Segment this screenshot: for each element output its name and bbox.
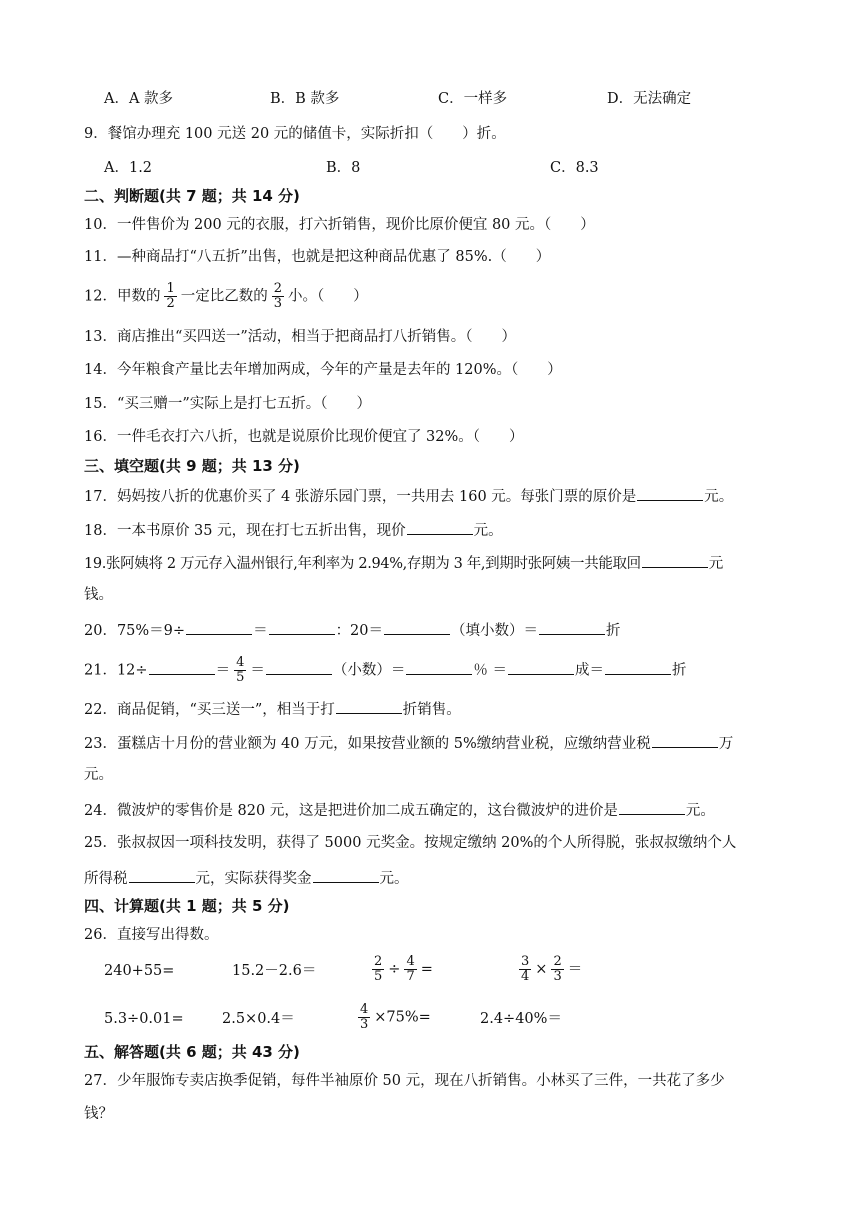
question-27: 27．少年服饰专卖店换季促销，每件半袖原价 50 元，现在八折销售。小林买了三件，一共花了多少 — [84, 1073, 725, 1089]
answer-blank[interactable] — [129, 867, 195, 883]
question-16: 16．一件毛衣打六八折，也就是说原价比现价便宜了 32%。（ ） — [84, 429, 524, 445]
answer-blank[interactable] — [336, 698, 402, 714]
operator: × — [535, 961, 548, 978]
q25-text-d: 元。 — [379, 871, 409, 887]
question-17 — [84, 485, 733, 507]
calc-item-5: 5.3÷0.01= — [104, 1011, 184, 1027]
fraction-one-half — [164, 282, 176, 311]
fraction-two-thirds — [272, 282, 284, 311]
calc-item-1: 240+55= — [104, 963, 175, 979]
q20-text-a: 20．75%＝9÷ — [84, 623, 186, 639]
q17-text: 17．妈妈按八折的优惠价买了 4 张游乐园门票，一共用去 160 元。每张门票的原价是 — [84, 489, 637, 505]
q20-text-b: ＝ — [253, 623, 268, 639]
question-19-cont: 钱。 — [84, 587, 113, 603]
answer-blank[interactable] — [406, 659, 472, 675]
q20-text-d: （填小数）＝ — [451, 623, 539, 639]
q24-text: 24．微波炉的零售价是 820 元，这是把进价加二成五确定的，这台微波炉的进价是 — [84, 803, 618, 819]
question-21 — [84, 656, 686, 685]
fraction-numerator: 4 — [406, 954, 415, 969]
question-9: 9．餐馆办理充 100 元送 20 元的储值卡，实际折扣（ ）折。 — [84, 126, 506, 142]
fraction — [519, 955, 531, 984]
q21-text-g: 折 — [671, 662, 687, 679]
question-13: 13．商店推出“买四送一”活动，相当于把商品打八折销售。（ ） — [84, 329, 517, 345]
equals-sign: ＝ — [567, 961, 583, 978]
fraction-denominator: 5 — [236, 670, 245, 685]
fraction-denominator: 2 — [166, 296, 175, 311]
q9-option-b: B．8 — [326, 160, 361, 176]
fraction-numerator: 2 — [374, 954, 383, 969]
section-5-heading: 五、解答题(共 6 题；共 43 分) — [84, 1043, 300, 1061]
fraction-numerator: 4 — [236, 655, 245, 670]
fraction-denominator: 3 — [553, 969, 562, 984]
answer-blank[interactable] — [642, 552, 708, 568]
answer-blank[interactable] — [266, 659, 332, 675]
q8-option-c: C．一样多 — [438, 91, 508, 107]
question-19 — [84, 552, 723, 574]
question-11: 11．—种商品打“八五折”出售，也就是把这种商品优惠了 85%.（ ） — [84, 249, 551, 265]
calc-item-3 — [368, 955, 433, 984]
fraction-numerator: 2 — [553, 954, 562, 969]
answer-blank[interactable] — [384, 619, 450, 635]
q21-text-e: ％ ＝ — [473, 662, 507, 679]
question-27-cont: 钱？ — [84, 1106, 113, 1122]
q21-text-b: ＝ — [215, 662, 231, 679]
question-22 — [84, 698, 461, 720]
q23-text: 23．蛋糕店十月份的营业额为 40 万元，如果按营业额的 5%缴纳营业税，应缴纳营业税 — [84, 736, 651, 752]
calc-item-6: 2.5×0.4＝ — [222, 1011, 295, 1027]
fraction — [372, 955, 384, 984]
q20-text-e: 折 — [606, 623, 621, 639]
fraction-numerator: 1 — [166, 281, 175, 296]
q17-unit: 元。 — [704, 489, 734, 505]
section-3-heading: 三、填空题(共 9 题；共 13 分) — [84, 457, 300, 475]
q24-unit: 元。 — [685, 803, 715, 819]
calc-item-8: 2.4÷40%＝ — [480, 1011, 562, 1027]
section-2-heading: 二、判断题(共 7 题；共 14 分) — [84, 187, 300, 205]
calc-item-7-rest: ×75%= — [374, 1009, 431, 1026]
question-23-cont: 元。 — [84, 767, 113, 783]
q21-text-a: 21．12÷ — [84, 662, 148, 679]
answer-blank[interactable] — [186, 619, 252, 635]
q22-text: 22．商品促销，“买三送一”，相当于打 — [84, 702, 335, 718]
question-26: 26．直接写出得数。 — [84, 927, 219, 943]
q19-unit: 元 — [708, 556, 724, 572]
answer-blank[interactable] — [313, 867, 379, 883]
calc-item-7 — [354, 1003, 431, 1032]
q12-text-c: 小。（ ） — [288, 288, 368, 305]
q12-text-a: 12．甲数的 — [84, 288, 161, 305]
q9-option-a: A．1.2 — [104, 160, 153, 176]
section-4-heading: 四、计算题(共 1 题；共 5 分) — [84, 897, 290, 915]
q12-text-b: 一定比乙数的 — [180, 288, 268, 305]
answer-blank[interactable] — [605, 659, 671, 675]
question-20 — [84, 619, 621, 641]
fraction-denominator: 5 — [374, 969, 383, 984]
answer-blank[interactable] — [508, 659, 574, 675]
question-18 — [84, 519, 503, 541]
answer-blank[interactable] — [637, 485, 703, 501]
question-14: 14．今年粮食产量比去年增加两成，今年的产量是去年的 120%。（ ） — [84, 362, 562, 378]
fraction — [358, 1003, 370, 1032]
q21-text-c: ＝ — [250, 662, 265, 679]
q18-text: 18．一本书原价 35 元，现在打七五折出售，现价 — [84, 523, 406, 539]
question-10: 10．一件售价为 200 元的衣服，打六折销售，现价比原价便宜 80 元。（ ） — [84, 217, 595, 233]
fraction-four-fifths — [234, 656, 246, 685]
q21-text-d: （小数）＝ — [332, 662, 406, 679]
q8-option-d: D．无法确定 — [607, 91, 692, 107]
question-25: 25．张叔叔因一项科技发明，获得了 5000 元奖金。按规定缴纳 20%的个人所得脱，张叔叔缴纳个人 — [84, 835, 737, 851]
q21-text-f: 成＝ — [574, 662, 604, 679]
q20-text-c: ：20＝ — [335, 623, 384, 639]
q22-unit: 折销售。 — [402, 702, 461, 718]
fraction-numerator: 4 — [360, 1002, 369, 1017]
question-12 — [84, 282, 368, 311]
q18-unit: 元。 — [473, 523, 503, 539]
question-25-cont — [84, 867, 409, 889]
equals-sign: = — [420, 961, 433, 978]
fraction-denominator: 3 — [360, 1017, 369, 1032]
fraction — [551, 955, 563, 984]
answer-blank[interactable] — [149, 659, 215, 675]
calc-item-4 — [515, 955, 582, 984]
answer-blank[interactable] — [619, 799, 685, 815]
calc-item-2: 15.2－2.6＝ — [232, 963, 317, 979]
fraction-denominator: 4 — [521, 969, 530, 984]
q25-text-c: 元，实际获得奖金 — [195, 871, 312, 887]
fraction-numerator: 2 — [273, 281, 283, 296]
question-15: 15．“买三赠一”实际上是打七五折。（ ） — [84, 396, 372, 412]
q9-option-c: C．8.3 — [550, 160, 599, 176]
answer-blank[interactable] — [269, 619, 335, 635]
answer-blank[interactable] — [652, 732, 718, 748]
question-23 — [84, 732, 733, 754]
fraction — [404, 955, 416, 984]
fraction-denominator: 3 — [273, 296, 283, 311]
q8-option-a: A．A 款多 — [104, 91, 174, 107]
answer-blank[interactable] — [539, 619, 605, 635]
q19-text: 19.张阿姨将 2 万元存入温州银行,年利率为 2.94%,存期为 3 年,到期时张阿姨一共能取回 — [84, 556, 641, 572]
q25-text-b: 所得税 — [84, 871, 128, 887]
operator: ÷ — [388, 961, 401, 978]
q23-unit: 万 — [718, 736, 734, 752]
fraction-numerator: 3 — [521, 954, 530, 969]
answer-blank[interactable] — [407, 519, 473, 535]
fraction-denominator: 7 — [406, 969, 415, 984]
q8-option-b: B．B 款多 — [270, 91, 340, 107]
question-24 — [84, 799, 715, 821]
